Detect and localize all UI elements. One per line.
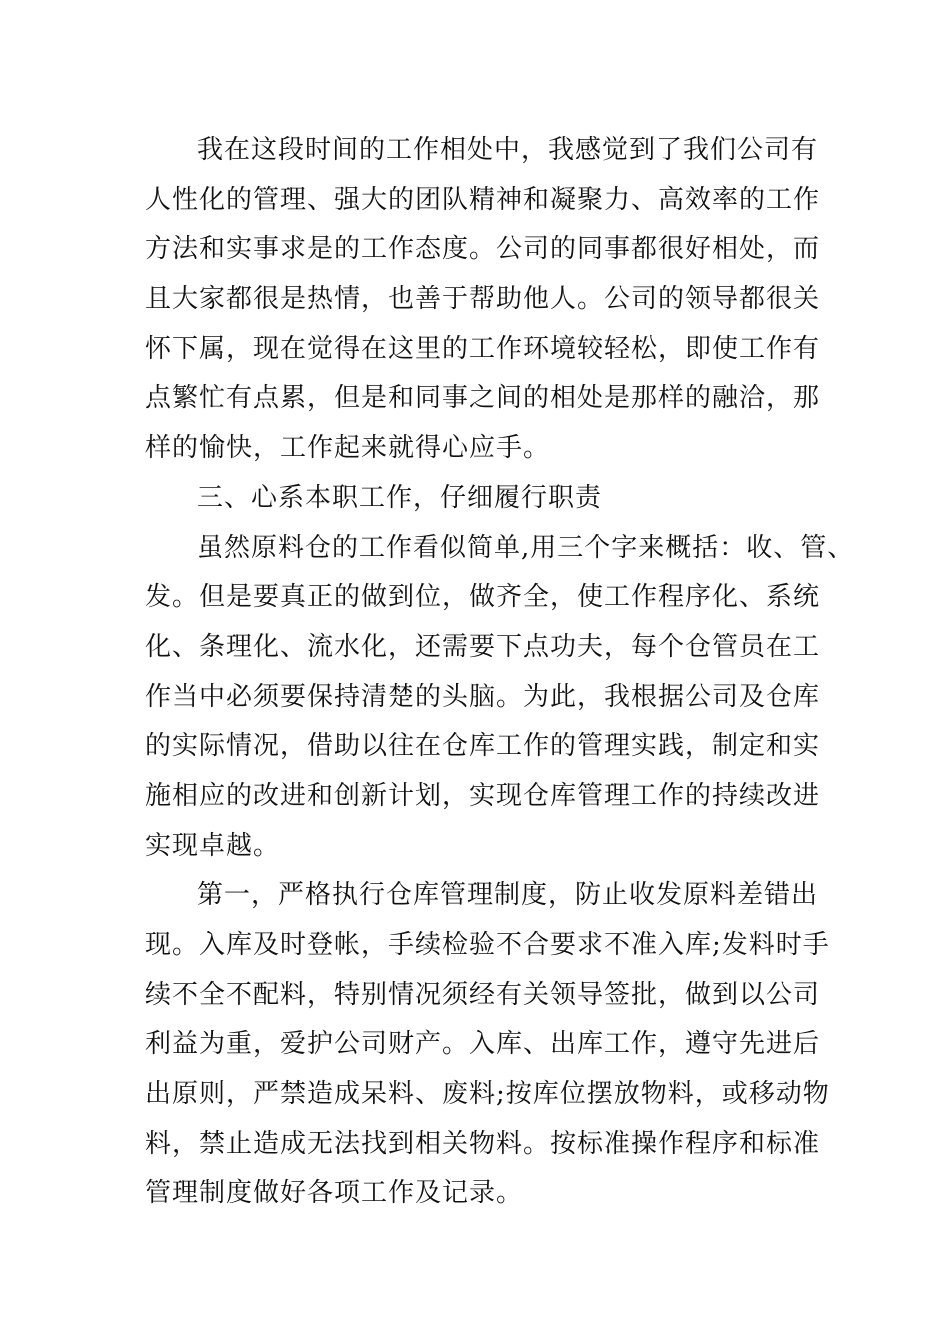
paragraph-line: 我在这段时间的工作相处中，我感觉到了我们公司有 xyxy=(197,135,819,165)
paragraph-2 xyxy=(145,524,855,872)
paragraph-line: 点繁忙有点累，但是和同事之间的相处是那样的融洽，那 xyxy=(145,383,821,414)
paragraph-line: 虽然原料仓的工作看似简单,用三个字来概括：收、管、 xyxy=(197,532,855,563)
paragraph-1 xyxy=(145,126,821,474)
paragraph-line: 人性化的管理、强大的团队精神和凝聚力、高效率的工作 xyxy=(145,184,821,215)
paragraph-line: 料，禁止造成无法找到相关物料。按标准操作程序和标准 xyxy=(145,1128,821,1159)
paragraph-line: 利益为重，爱护公司财产。入库、出库工作，遵守先进后 xyxy=(145,1029,821,1060)
paragraph-line: 的实际情况，借助以往在仓库工作的管理实践，制定和实 xyxy=(145,731,821,762)
paragraph-line: 现。入库及时登帐，手续检验不合要求不准入库;发料时手 xyxy=(145,930,830,960)
paragraph-line: 方法和实事求是的工作态度。公司的同事都很好相处，而 xyxy=(145,234,821,265)
section-heading xyxy=(145,474,809,524)
paragraph-line: 施相应的改进和创新计划，实现仓库管理工作的持续改进 xyxy=(145,780,821,811)
paragraph-line: 续不全不配料，特别情况须经有关领导签批，做到以公司 xyxy=(145,979,821,1010)
paragraph-line: 且大家都很是热情，也善于帮助他人。公司的领导都很关 xyxy=(145,284,821,315)
paragraph-line: 样的愉快，工作起来就得心应手。 xyxy=(145,433,551,464)
section-heading-text: 三、心系本职工作，仔细履行职责 xyxy=(197,482,603,513)
document-body xyxy=(145,126,855,1219)
paragraph-line: 怀下属，现在觉得在这里的工作环境较轻松，即使工作有 xyxy=(145,333,821,364)
paragraph-line: 管理制度做好各项工作及记录。 xyxy=(145,1178,524,1209)
paragraph-line: 作当中必须要保持清楚的头脑。为此，我根据公司及仓库 xyxy=(145,681,821,712)
paragraph-line: 出原则，严禁造成呆料、废料;按库位摆放物料，或移动物 xyxy=(145,1079,830,1110)
paragraph-line: 第一，严格执行仓库管理制度，防止收发原料差错出 xyxy=(197,880,819,911)
paragraph-line: 发。但是要真正的做到位，做齐全，使工作程序化、系统 xyxy=(145,582,821,613)
paragraph-line: 实现卓越。 xyxy=(145,830,281,861)
paragraph-3 xyxy=(145,871,830,1219)
paragraph-line: 化、条理化、流水化，还需要下点功夫，每个仓管员在工 xyxy=(145,631,821,662)
